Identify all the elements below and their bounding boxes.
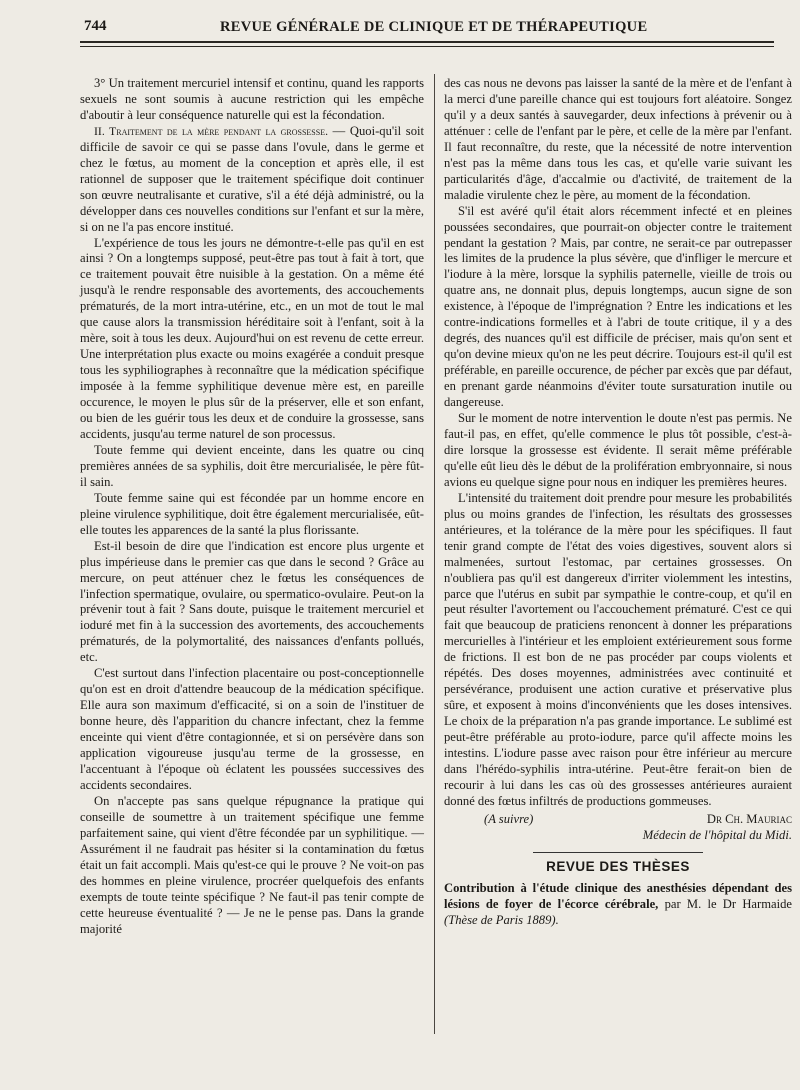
to-be-continued: (A suivre) [484,811,534,826]
author-name: Dr Ch. Mauriac [706,811,792,826]
thesis-reference: (Thèse de Paris 1889). [444,912,559,927]
thesis-title: Contribution à l'étude clinique des anesthésies dépendant des lésions de foyer de l'écorce cérébrale, [444,880,792,911]
paragraph: L'expérience de tous les jours ne démontre-t-elle pas qu'il en est ainsi ? On a longtemps supposé, peut-être pas tout à fait à tort, que ce traitement pouvait être nuisible à la gestation. On a même été jusqu'à le rendre responsable des avortements, des accouchements prématurés, de la mort intra-utérine, etc., en un mot de tout le mal que cause alors la transmission héréditaire soit à l'enfant, soit à la mère, soit à tous les deux. Aujourd'hui on est revenu de cette erreur. Une interprétation plus exacte ou moins exagérée a conduit presque tous les syphiliographes à reconnaître que la médication spécifique imposée à la femme syphilitique devenue mère est, en pareille occurence, le moyen le plus sûr de la préserver, elle et son enfant, ou bien de les guérir tous les deux et de conduire la grossesse, sans accidents, jusqu'au terme naturel de son processus. [80,235,424,441]
section-heading: II. Traitement de la mère pendant la grossesse. [94,123,329,138]
running-title: REVUE GÉNÉRALE DE CLINIQUE ET DE THÉRAPEUTIQUE [220,19,648,35]
author-affiliation: Médecin de l'hôpital du Midi. [642,827,792,842]
right-column [444,76,792,929]
paragraph: Sur le moment de notre intervention le doute n'est pas permis. Ne faut-il pas, en effet, qu'elle commence le plus tôt possible, c'est-à-dire lorsque la grossesse est évidente. Il serait même préférable qu'elle eût lieu dès le début de la prolifération embryonnaire, si nous avions eu quelque signe pour nous en indiquer les premières heures. [444,411,792,489]
column-divider [434,74,435,1034]
paragraph: 3° Un traitement mercuriel intensif et continu, quand les rapports sexuels ne sont soumis à aucune restriction qui les empêche d'aboutir à leur conséquence naturelle qui est la fécondation. [80,76,424,122]
paragraph: Toute femme qui devient enceinte, dans les quatre ou cinq premières années de sa syphilis, doit être mercurialisée, le père fût-il sain. [80,442,424,489]
header-rule-thick [80,41,774,43]
paragraph: Est-il besoin de dire que l'indication est encore plus urgente et plus impérieuse dans le premier cas que dans le second ? Grâce au mercure, on peut atténuer chez le fœtus les conséquences de l'infection spermatique, ovulaire, ou spermatico-ovulaire. Peut-on la prévenir tout à fait ? Sans doute, puisque le traitement mercuriel et ioduré met fin à la succession des avortements, des accouchements prématurés, de la polymortalité, des naissances d'enfants pollués, etc. [80,538,424,665]
thesis-section-title: REVUE DES THÈSES [546,858,690,874]
paragraph: C'est surtout dans l'infection placentaire ou post-conceptionnelle qu'on est en droit d'attendre beaucoup de la médication spécifique. Elle aura son maximum d'efficacité, si on a soin de l'instituer de bonne heure, dès l'apparition du chancre infectant, chez la femme enceinte qui vient d'être contagionnée, et si on persévère dans son application vigoureuse jusqu'au terme de la grossesse, en l'accentuant à l'époque où éclatent les poussées successives des accidents secondaires. [80,666,424,792]
paragraph: des cas nous ne devons pas laisser la santé de la mère et de l'enfant à la merci d'une pareille chance qui est toujours fort aléatoire. Songez qu'il y a deux santés à sauvegarder, deux infections à prévenir ou à atténuer : celle de l'enfant par le père, et celle de la mère par l'enfant. Il faut reconnaître, du reste, que la nécessité de notre intervention n'est pas la même dans tous les cas, et qu'elle varie suivant les particularités d'âge, d'accalmie ou d'activité, de traitement de la maladie virulente chez le père, au moment de la fécondation. [444,76,792,202]
paragraph-section-ii [80,124,424,236]
page-number: 744 [84,18,107,34]
paragraph: S'il est avéré qu'il était alors récemment infecté et en pleines poussées secondaires, que pourrait-on objecter contre le traitement pendant la gestation ? Mais, par contre, ne serait-ce par outrepasser les limites de la prudence la plus sévère, que d'infliger le mercure et l'iodure à la mère, lorsque la syphilis paternelle, vieille de trois ou quatre ans, ne donnait plus, depuis longtemps, aucun signe de son existence, à l'époque de l'imprégnation ? Entre les indications et les contre-indications formelles et à l'abri de toute critique, il y a des degrés, des nuances qu'il est difficile de préciser, mais qu'on sent et qu'on devine mieux qu'on ne les peut décrire. Toujours est-il qu'il est préférable, en pareille occurence, de pécher par excès que par défaut, en prenant garde néanmoins d'éviter toute sursaturation inutile ou dangereuse. [444,203,792,410]
thesis-author: par M. le Dr Harmaide [658,896,792,911]
paragraph: L'intensité du traitement doit prendre pour mesure les probabilités plus ou moins grandes de l'infection, les résultats des grossesses antérieures, et la tolérance de la mère pour les spécifiques. Il faut tenir grand compte de l'état des voies digestives, souvent alors si malmenées, surtout l'estomac, par certaines grossesses. On n'oubliera pas qu'il est dangereux d'irriter violemment les intestins, parce que l'utérus en subit par sympathie le contre-coup, et qu'il en peut résulter l'avortement ou l'accouchement prématuré. C'est ce qui fait que beaucoup de praticiens renoncent à donner les préparations mercurielles à l'intérieur et les emploient extérieurement sous forme de frictions. Il est bon de ne pas procéder par coups violents et répétés. Des doses moyennes, administrées avec continuité et persévérance, produisent une action curative et préservative plus sûre, et exposent à moins d'inconvénients que les doses intensives. Le choix de la préparation n'a pas grande importance. Le sublimé est peut-être préférable au proto-iodure, parce qu'il affecte moins les intestins. L'iodure passe avec raison pour être inférieur au mercure dans l'hérédo-syphilis intra-utérine. Peut-être ferait-on bien de recourir à lui dans les cas où des grossesses antérieures auraient donné des fœtus infiltrés de productions gommeuses. [444,490,792,808]
section-rule [533,852,703,853]
paragraph: Toute femme saine qui est fécondée par un homme encore en pleine virulence syphilitique, doit être également mercurialisée, eût-elle toutes les apparences de la santé la plus florissante. [80,490,424,537]
thesis-entry [444,881,792,929]
paragraph-text: — Quoi-qu'il soit difficile de savoir ce qui se passe dans l'ovule, dans le germe et chez le fœtus, au moment de la conception et après elle, il est rationnel de supposer que le traitement spécifique doit continuer son œuvre neutralisante et curative, s'il a été déjà administré, ou la développer dans ces nouvelles conditions sur l'enfant et sur la mère, si on ne l'a pas encore institué. [80,123,424,234]
left-column [80,76,424,937]
header-rule-thin [80,46,774,47]
signature-line [444,812,792,828]
page-header [60,14,774,40]
paragraph: On n'accepte pas sans quelque répugnance la pratique qui conseille de soumettre à un traitement spécifique une femme parfaitement saine, qui vient d'être fécondée par un syphilitique. — Assurément il ne faudrait pas hésiter si la contamination du fœtus était un fait accompli. Mais qu'est-ce qui le prouve ? Ne voit-on pas des hommes en pleine virulence, procréer quelquefois des enfants exempts de toute teinte spécifique ? Ne faut-il pas tenir compte de cette heureuse éventualité ? — Je ne le pense pas. Dans la grande majorité [80,793,424,936]
